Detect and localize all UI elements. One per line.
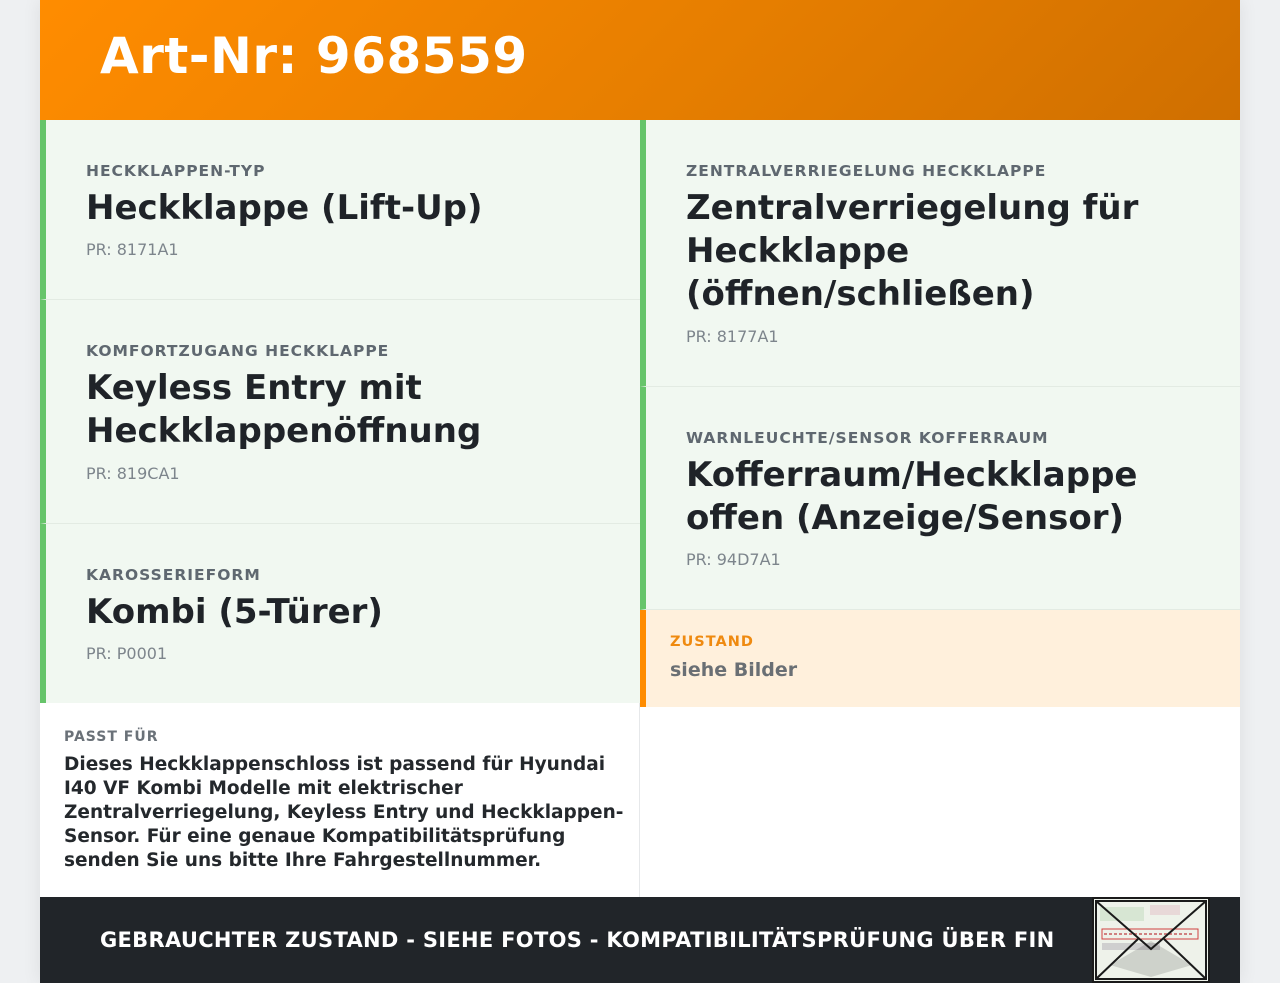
spec-value: Keyless Entry mit Heckklappenöffnung [86, 368, 482, 451]
zustand-label: ZUSTAND [670, 634, 754, 650]
spec-card-warnleuchte-sensor [640, 387, 1240, 610]
spec-pr-code: PR: 94D7A1 [686, 550, 781, 569]
header-banner [40, 0, 1240, 120]
compatibility-label: PASST FÜR [64, 729, 159, 745]
vin-plate-thumbnail[interactable] [1092, 897, 1210, 983]
spec-pr-code: PR: P0001 [86, 644, 168, 663]
spec-card-komfortzugang [40, 300, 640, 524]
spec-value: Kofferraum/Heckklappe offen (Anzeige/Sensor) [686, 455, 1138, 538]
spec-pr-code: PR: 819CA1 [86, 464, 180, 483]
spec-card-karosserieform [40, 524, 640, 704]
spec-label: HECKKLAPPEN-TYP [86, 162, 266, 180]
footer-bar [40, 897, 1240, 983]
spec-label: KOMFORTZUGANG HECKKLAPPE [86, 342, 390, 360]
compatibility-section [40, 703, 640, 897]
spec-value: Kombi (5-Türer) [86, 592, 383, 632]
zustand-box [640, 610, 1240, 707]
spec-card-zentralverriegelung [640, 120, 1240, 387]
article-number-title: Art-Nr: 968559 [100, 27, 528, 85]
zustand-value: siehe Bilder [670, 659, 798, 681]
footer-notice: GEBRAUCHTER ZUSTAND - SIEHE FOTOS - KOMPATIBILITÄTSPRÜFUNG ÜBER FIN [100, 928, 1055, 952]
spec-label: ZENTRALVERRIEGELUNG HECKKLAPPE [686, 162, 1047, 180]
spec-value: Zentralverriegelung für Heckklappe (öffnen/schließen) [686, 188, 1139, 314]
spec-label: KAROSSERIEFORM [86, 566, 261, 584]
product-sheet [40, 0, 1240, 983]
spec-pr-code: PR: 8177A1 [686, 327, 779, 346]
spec-label: WARNLEUCHTE/SENSOR KOFFERRAUM [686, 429, 1049, 447]
envelope-icon [1094, 899, 1208, 981]
spec-pr-code: PR: 8171A1 [86, 240, 179, 259]
spec-card-heckklappen-typ [40, 120, 640, 300]
compatibility-text: Dieses Heckklappenschloss ist passend für Hyundai I40 VF Kombi Modelle mit elektrischer Zentralverriegelung, Keyless Entry und Heckklappen-Sensor. Für eine genaue Kompatibilitätsprüfung senden Sie uns bitte Ihre Fahrgestellnummer. [64, 754, 624, 871]
spec-value: Heckklappe (Lift-Up) [86, 188, 483, 228]
